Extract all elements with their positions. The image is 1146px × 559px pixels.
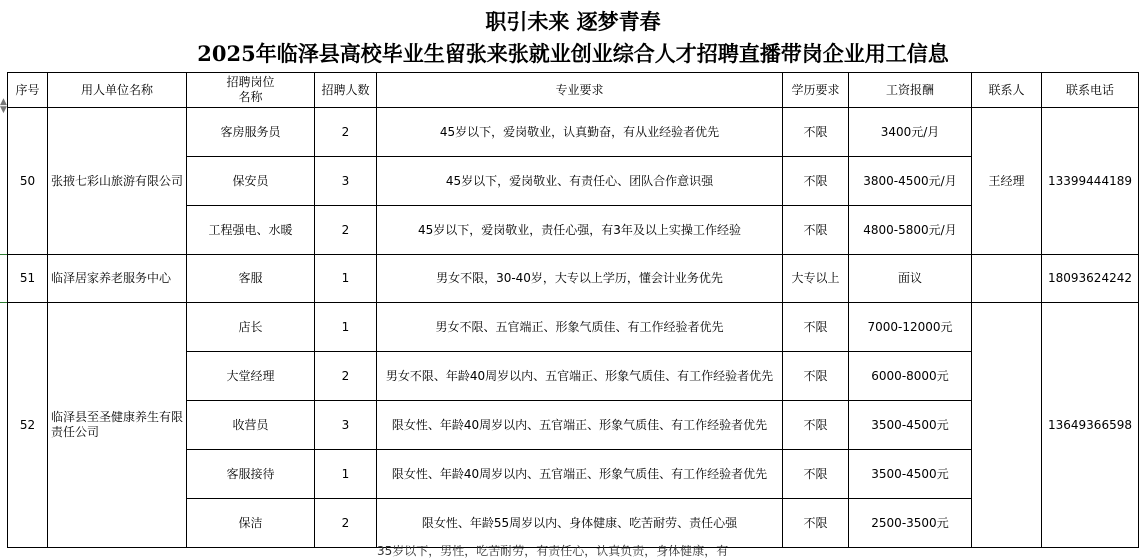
cell-req[interactable]: 45岁以下，爱岗敬业、有责任心、团队合作意识强 bbox=[377, 157, 783, 206]
cell-edu[interactable]: 大专以上 bbox=[783, 255, 849, 303]
cell-post[interactable]: 收营员 bbox=[187, 401, 315, 450]
cell-unit[interactable]: 临泽居家养老服务中心 bbox=[48, 255, 187, 303]
header-post[interactable] bbox=[187, 73, 315, 108]
table-row bbox=[8, 255, 1139, 303]
cell-post[interactable]: 保安员 bbox=[187, 157, 315, 206]
cell-count[interactable]: 2 bbox=[315, 352, 377, 401]
cell-salary[interactable]: 3800-4500元/月 bbox=[849, 157, 972, 206]
table-row bbox=[8, 108, 1139, 157]
cell-count[interactable]: 2 bbox=[315, 499, 377, 548]
cell-req[interactable]: 限女性、年龄40周岁以内、五官端正、形象气质佳、有工作经验者优先 bbox=[377, 401, 783, 450]
cell-unit[interactable]: 张掖七彩山旅游有限公司 bbox=[48, 108, 187, 255]
cell-unit[interactable]: 临泽县至圣健康养生有限责任公司 bbox=[48, 303, 187, 548]
cell-req[interactable]: 男女不限、五官端正、形象气质佳、有工作经验者优先 bbox=[377, 303, 783, 352]
cell-edu[interactable]: 不限 bbox=[783, 450, 849, 499]
cell-contact[interactable]: 王经理 bbox=[972, 108, 1042, 255]
cell-req[interactable]: 45岁以下，爱岗敬业，认真勤奋，有从业经验者优先 bbox=[377, 108, 783, 157]
cell-edu[interactable]: 不限 bbox=[783, 303, 849, 352]
cell-post[interactable]: 大堂经理 bbox=[187, 352, 315, 401]
cell-edu[interactable]: 不限 bbox=[783, 206, 849, 255]
header-phone[interactable]: 联系电话 bbox=[1042, 73, 1139, 108]
cell-phone[interactable]: 13649366598 bbox=[1042, 303, 1139, 548]
cell-count[interactable]: 1 bbox=[315, 255, 377, 303]
header-edu[interactable]: 学历要求 bbox=[783, 73, 849, 108]
header-contact[interactable]: 联系人 bbox=[972, 73, 1042, 108]
header-post-line2: 名称 bbox=[238, 90, 263, 104]
cell-req-partial: 35岁以下，男性，吃苦耐劳，有责任心，认真负责，身体健康，有 bbox=[377, 544, 729, 558]
cell-seq[interactable]: 50 bbox=[8, 108, 48, 255]
header-row bbox=[8, 73, 1139, 108]
cell-count[interactable]: 1 bbox=[315, 303, 377, 352]
cell-req[interactable]: 男女不限、年龄40周岁以内、五官端正、形象气质佳、有工作经验者优先 bbox=[377, 352, 783, 401]
cell-post[interactable]: 保洁 bbox=[187, 499, 315, 548]
job-table bbox=[7, 72, 1139, 548]
cell-edu[interactable]: 不限 bbox=[783, 352, 849, 401]
cell-req[interactable]: 45岁以下，爱岗敬业，责任心强，有3年及以上实操工作经验 bbox=[377, 206, 783, 255]
header-unit[interactable]: 用人单位名称 bbox=[48, 73, 187, 108]
table-row bbox=[8, 303, 1139, 352]
cell-post[interactable]: 客服 bbox=[187, 255, 315, 303]
header-count[interactable]: 招聘人数 bbox=[315, 73, 377, 108]
header-post-line1: 招聘岗位 bbox=[226, 75, 275, 89]
selected-row-marker bbox=[0, 302, 7, 303]
cell-edu[interactable]: 不限 bbox=[783, 499, 849, 548]
title-line-2: 2025年临泽县高校毕业生留张来张就业创业综合人才招聘直播带岗企业用工信息 bbox=[197, 41, 949, 66]
cell-salary[interactable]: 3500-4500元 bbox=[849, 450, 972, 499]
title-area bbox=[0, 0, 1146, 72]
cell-salary[interactable]: 2500-3500元 bbox=[849, 499, 972, 548]
cell-count[interactable]: 3 bbox=[315, 401, 377, 450]
cell-req[interactable]: 限女性、年龄55周岁以内、身体健康、吃苦耐劳、责任心强 bbox=[377, 499, 783, 548]
cell-seq[interactable]: 51 bbox=[8, 255, 48, 303]
cell-req[interactable]: 男女不限，30-40岁，大专以上学历，懂会计业务优先 bbox=[377, 255, 783, 303]
cell-edu[interactable]: 不限 bbox=[783, 157, 849, 206]
cell-post[interactable]: 客服接待 bbox=[187, 450, 315, 499]
title-line-1: 职引未来 逐梦青春 bbox=[485, 9, 661, 34]
cell-phone[interactable]: 13399444189 bbox=[1042, 108, 1139, 255]
cell-count[interactable]: 3 bbox=[315, 157, 377, 206]
header-req[interactable]: 专业要求 bbox=[377, 73, 783, 108]
cell-req[interactable]: 限女性、年龄40周岁以内、五官端正、形象气质佳、有工作经验者优先 bbox=[377, 450, 783, 499]
cell-salary[interactable]: 3500-4500元 bbox=[849, 401, 972, 450]
cell-salary[interactable]: 3400元/月 bbox=[849, 108, 972, 157]
cell-count[interactable]: 2 bbox=[315, 206, 377, 255]
header-salary[interactable]: 工资报酬 bbox=[849, 73, 972, 108]
cell-edu[interactable]: 不限 bbox=[783, 401, 849, 450]
cell-post[interactable]: 工程强电、水暖 bbox=[187, 206, 315, 255]
cell-contact[interactable] bbox=[972, 303, 1042, 548]
cell-edu[interactable]: 不限 bbox=[783, 108, 849, 157]
cell-count[interactable]: 1 bbox=[315, 450, 377, 499]
header-seq[interactable]: 序号 bbox=[8, 73, 48, 108]
cell-contact[interactable] bbox=[972, 255, 1042, 303]
cell-salary[interactable]: 4800-5800元/月 bbox=[849, 206, 972, 255]
cell-salary[interactable]: 面议 bbox=[849, 255, 972, 303]
cell-count[interactable]: 2 bbox=[315, 108, 377, 157]
selected-row-marker bbox=[0, 254, 7, 255]
cell-post[interactable]: 客房服务员 bbox=[187, 108, 315, 157]
cell-post[interactable]: 店长 bbox=[187, 303, 315, 352]
cell-salary[interactable]: 7000-12000元 bbox=[849, 303, 972, 352]
cell-phone[interactable]: 18093624242 bbox=[1042, 255, 1139, 303]
cell-salary[interactable]: 6000-8000元 bbox=[849, 352, 972, 401]
cell-seq[interactable]: 52 bbox=[8, 303, 48, 548]
next-row-partial bbox=[7, 544, 1138, 558]
row-resize-icon[interactable]: ▲ ▼ bbox=[0, 97, 7, 115]
